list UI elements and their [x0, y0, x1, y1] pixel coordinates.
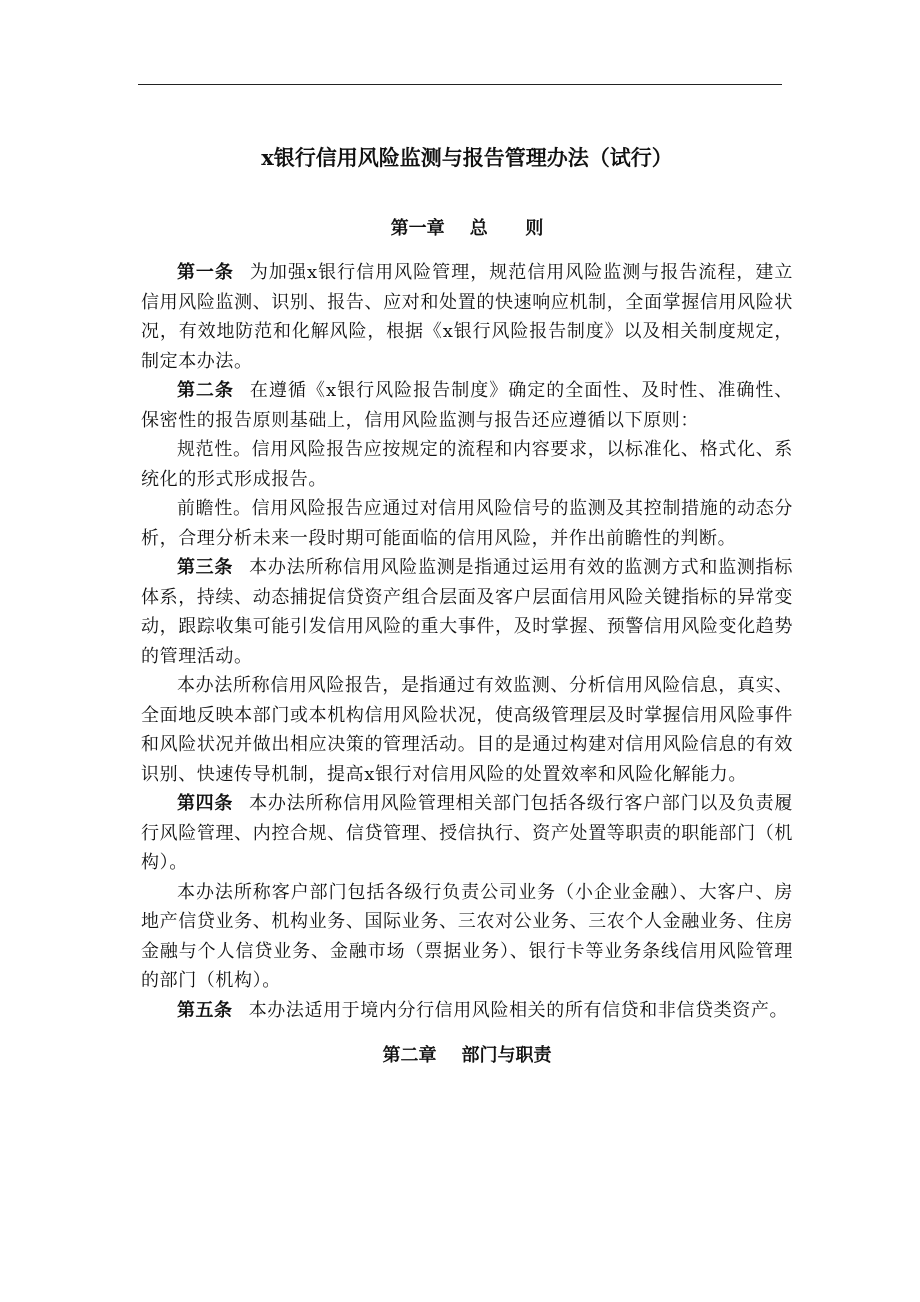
article-3-paragraph: [141, 553, 793, 671]
article-4-continuation: 本办法所称客户部门包括各级行负责公司业务（小企业金融）、大客户、房地产信贷业务、机构业务、国际业务、三农对公业务、三农个人金融业务、住房金融与个人信贷业务、金融市场（票据业务）、银行卡等业务条线信用风险管理的部门（机构）。: [141, 881, 793, 991]
article-2-text: 在遵循《x银行风险报告制度》确定的全面性、及时性、准确性、保密性的报告原则基础上，信用风险监测与报告还应遵循以下原则：: [141, 380, 793, 431]
document-body: [141, 136, 793, 1071]
article-3-continuation: 本办法所称信用风险报告，是指通过有效监测、分析信用风险信息，真实、全面地反映本部门或本机构信用风险状况，使高级管理层及时掌握信用风险事件和风险状况并做出相应决策的管理活动。目的是通过构建对信用风险信息的有效识别、快速传导机制，提高x银行对信用风险的处置效率和风险化解能力。: [141, 675, 793, 785]
chapter-2-heading: 第二章 部门与职责: [382, 1045, 552, 1066]
article-1-label: 第一条: [177, 262, 234, 283]
principle-forward-looking: 前瞻性。信用风险报告应通过对信用风险信号的监测及其控制措施的动态分析，合理分析未来一段时期可能面临的信用风险，并作出前瞻性的判断。: [141, 498, 793, 549]
chapter-1-heading: 第一章 总 则: [390, 218, 544, 239]
principle-standardization: 规范性。信用风险报告应按规定的流程和内容要求，以标准化、格式化、系统化的形式形成报告。: [141, 439, 793, 490]
document-title: x银行信用风险监测与报告管理办法（试行）: [261, 145, 673, 170]
article-5-paragraph: [141, 996, 793, 1026]
article-4-paragraph: [141, 789, 793, 878]
article-1-paragraph: [141, 258, 793, 376]
article-4-text: 本办法所称信用风险管理相关部门包括各级行客户部门以及负责履行风险管理、内控合规、信贷管理、授信执行、资产处置等职责的职能部门（机构）。: [141, 793, 793, 873]
article-2-label: 第二条: [177, 380, 234, 401]
article-3-text: 本办法所称信用风险监测是指通过运用有效的监测方式和监测指标体系，持续、动态捕捉信贷资产组合层面及客户层面信用风险关键指标的异常变动，跟踪收集可能引发信用风险的重大事件，及时掌握、预警信用风险变化趋势的管理活动。: [141, 557, 793, 667]
article-3-label: 第三条: [177, 557, 233, 578]
article-5-label: 第五条: [177, 999, 233, 1021]
article-2-paragraph: [141, 376, 793, 435]
article-1-text: 为加强x银行信用风险管理，规范信用风险监测与报告流程，建立信用风险监测、识别、报告、应对和处置的快速响应机制，全面掌握信用风险状况，有效地防范和化解风险，根据《x银行风险报告制度》以及相关制度规定，制定本办法。: [141, 262, 793, 372]
article-4-label: 第四条: [177, 793, 233, 814]
article-5-text: 本办法适用于境内分行信用风险相关的所有信贷和非信贷类资产。: [248, 999, 789, 1021]
header-rule: [138, 84, 782, 85]
